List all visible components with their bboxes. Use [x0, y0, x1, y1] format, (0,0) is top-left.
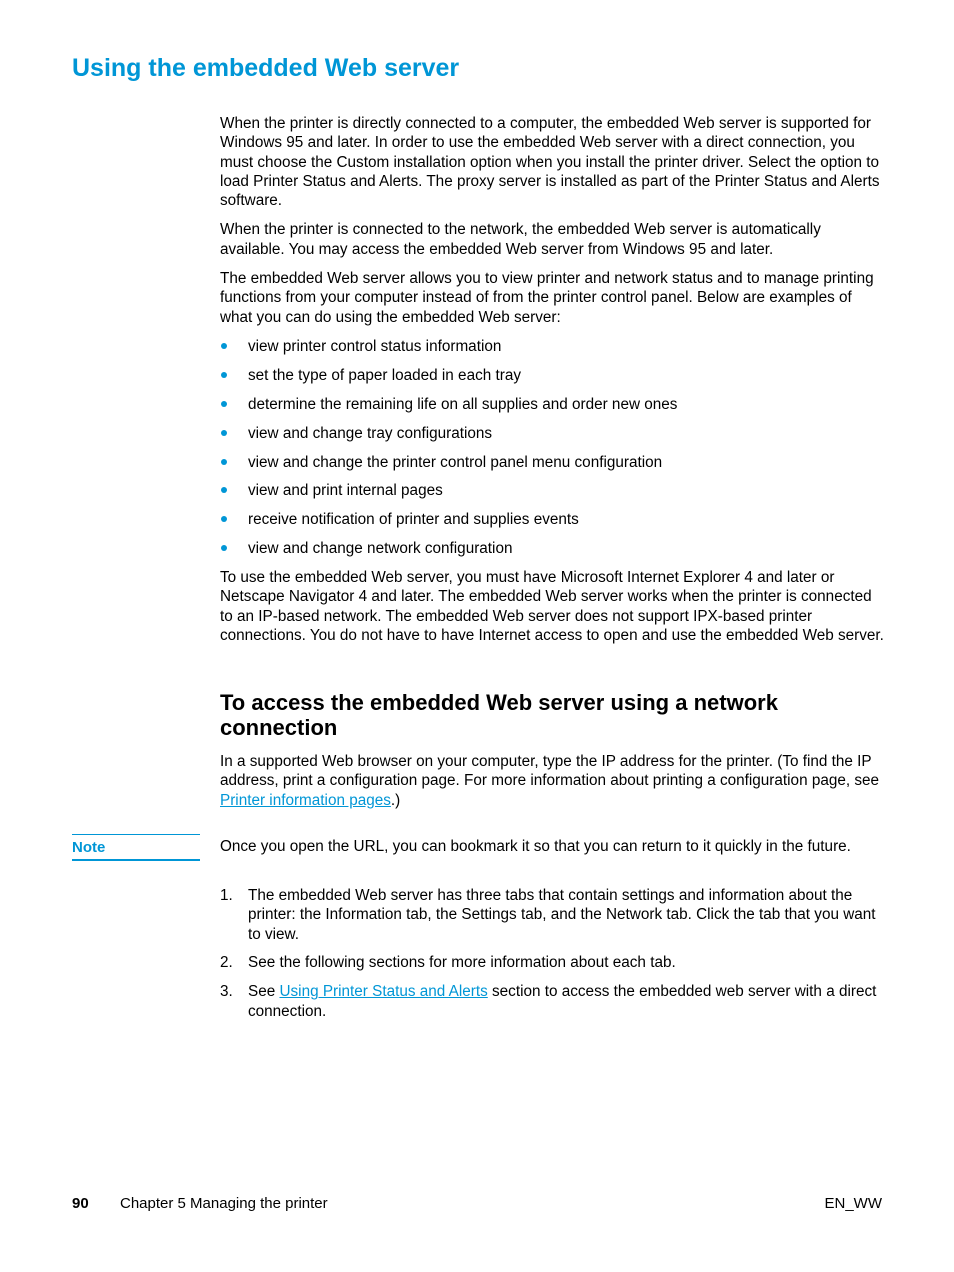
section-paragraph	[220, 752, 888, 810]
list-item-text: set the type of paper loaded in each tray	[248, 366, 521, 384]
bullet-icon	[221, 430, 227, 436]
intro-section	[220, 114, 888, 655]
printer-status-alerts-link[interactable]: Using Printer Status and Alerts	[279, 983, 488, 1001]
bullet-icon	[221, 343, 227, 349]
list-item-text: view and print internal pages	[248, 482, 443, 500]
feature-list	[220, 337, 888, 559]
section-text-before: In a supported Web browser on your computer, type the IP address for the printer. (To find the IP address, print a configuration page. For more information about printing a configuration page, see	[220, 753, 880, 790]
step-text-before: See	[248, 983, 280, 1001]
step-item	[220, 953, 888, 972]
list-item-text: receive notification of printer and supplies events	[248, 511, 579, 529]
step-text: The embedded Web server has three tabs that contain settings and information about the printer: the Information tab, the Settings tab, and the Network tab. Click the tab that you want to view.	[248, 887, 876, 943]
list-item	[220, 366, 888, 385]
step-item	[220, 886, 888, 944]
bullet-icon	[221, 372, 227, 378]
step-text-after: section to access the embedded web server with a direct connection.	[248, 983, 877, 1020]
bullet-icon	[221, 459, 227, 465]
bullet-icon	[221, 545, 227, 551]
page-number: 90	[72, 1195, 89, 1212]
section-heading: To access the embedded Web server using a network connection	[220, 690, 778, 740]
steps-section	[220, 886, 888, 1031]
step-text: See the following sections for more information about each tab.	[248, 954, 676, 972]
list-item	[220, 481, 888, 500]
footer-chapter: Chapter 5 Managing the printer	[120, 1195, 328, 1212]
step-item	[220, 982, 888, 1021]
list-item-text: view and change network configuration	[248, 540, 513, 558]
bullet-icon	[221, 401, 227, 407]
printer-information-pages-link[interactable]: Printer information pages	[220, 791, 391, 809]
list-item	[220, 453, 888, 472]
footer-locale: EN_WW	[824, 1195, 882, 1212]
step-number: 1.	[220, 887, 233, 904]
list-item	[220, 395, 888, 414]
list-item-text: view and change tray configurations	[248, 424, 493, 442]
list-item	[220, 539, 888, 558]
page-title: Using the embedded Web server	[72, 54, 460, 82]
note-label-box	[72, 834, 200, 861]
note-text: Once you open the URL, you can bookmark it so that you can return to it quickly in the future.	[220, 838, 851, 855]
step-number: 2.	[220, 954, 233, 972]
bullet-icon	[221, 487, 227, 493]
list-item	[220, 424, 888, 443]
list-item	[220, 337, 888, 356]
section-body	[220, 752, 888, 820]
note-label: Note	[72, 839, 106, 856]
list-item-text: view printer control status information	[248, 337, 502, 355]
bullet-icon	[221, 516, 227, 522]
list-item-text: determine the remaining life on all supplies and order new ones	[248, 395, 678, 413]
list-item	[220, 510, 888, 529]
intro-paragraph: The embedded Web server allows you to view printer and network status and to manage printing functions from your computer instead of from the printer control panel. Below are examples of what you can do using the embedded Web server:	[220, 270, 874, 326]
steps-list	[220, 886, 888, 1021]
section-text-after: .)	[390, 791, 401, 809]
step-number: 3.	[220, 983, 233, 1001]
intro-paragraph: When the printer is directly connected to a computer, the embedded Web server is supported for Windows 95 and later. In order to use the embedded Web server with a direct connection, you must choose the Custom installation option when you install the printer driver. Select the option to load Printer Status and Alerts. The proxy server is installed as part of the Printer Status and Alerts software.	[220, 115, 880, 210]
intro-closing-paragraph: To use the embedded Web server, you must have Microsoft Internet Explorer 4 and later or Netscape Navigator 4 and later. The embedded Web server works when the printer is connected to an IP-based network. The embedded Web server does not support IPX-based printer connections. You do not have to have Internet access to open and use the embedded Web server.	[220, 569, 884, 644]
intro-paragraph: When the printer is connected to the network, the embedded Web server is automatically available. You may access the embedded Web server from Windows 95 and later.	[220, 221, 821, 258]
list-item-text: view and change the printer control panel menu configuration	[248, 453, 663, 471]
